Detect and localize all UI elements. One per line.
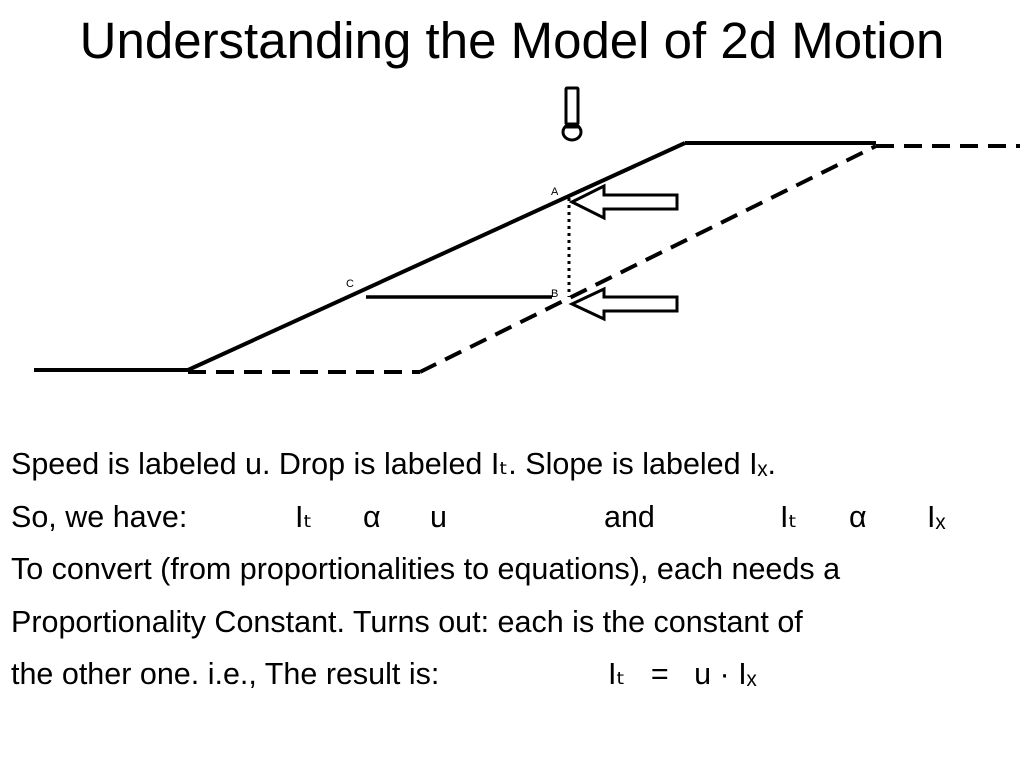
dashed-slope-line — [420, 146, 876, 372]
point-a-label: A — [551, 186, 559, 198]
result-equation: Iₜ = u · Iₓ — [608, 657, 757, 691]
result-lead-text: the other one. i.e., The result is: — [11, 657, 440, 691]
arrow-b-icon — [572, 289, 677, 319]
relation2-rhs: Iₓ — [927, 499, 946, 534]
text-line-4: Proportionality Constant. Turns out: each is the constant of — [11, 604, 803, 639]
flashlight-icon — [563, 88, 581, 140]
point-c-label: C — [346, 278, 354, 290]
relation1-rhs: u — [430, 499, 447, 534]
relation1-operator: α — [363, 499, 381, 534]
body-text — [11, 438, 946, 701]
relation2-lhs: Iₜ — [780, 499, 798, 534]
solid-slope-line — [188, 143, 685, 370]
relation1-lhs: Iₜ — [295, 499, 313, 534]
text-line-1: Speed is labeled u. Drop is labeled Iₜ. Slope is labeled Iₓ. — [11, 447, 777, 481]
and-label: and — [604, 499, 655, 534]
motion-diagram — [0, 80, 1024, 400]
slide-title: Understanding the Model of 2d Motion — [79, 12, 945, 69]
text-line-3: To convert (from proportionalities to equations), each needs a — [11, 552, 841, 586]
text-line-5 — [11, 648, 840, 701]
so-we-have-label: So, we have: — [11, 499, 188, 534]
relation2-operator: α — [849, 499, 867, 534]
arrow-a-icon — [572, 186, 677, 218]
text-line-2 — [11, 491, 946, 544]
point-b-label: B — [551, 288, 559, 300]
